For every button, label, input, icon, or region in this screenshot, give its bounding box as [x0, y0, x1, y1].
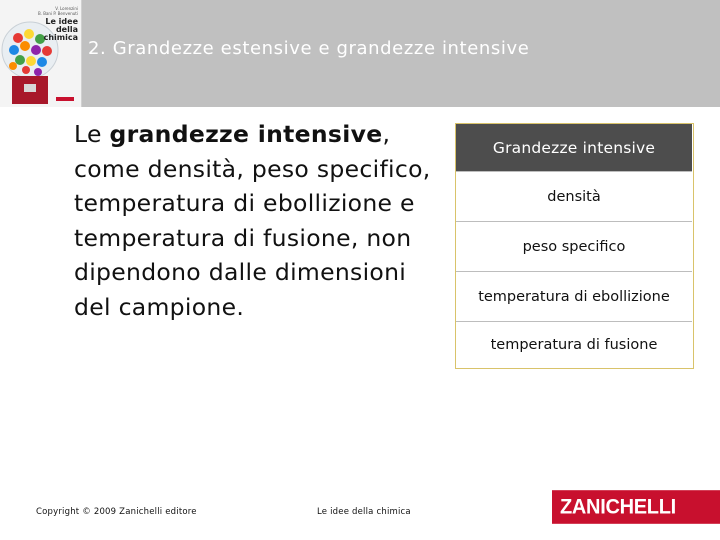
cover-author: V. Lorenzini B. Bani P. Benvenuti: [37, 6, 78, 16]
book-cover-thumbnail: [0, 0, 82, 107]
intensive-quantities-table: [455, 123, 694, 369]
cover-title: Le idee della chimica: [43, 17, 78, 42]
table-row: densità: [456, 172, 692, 222]
table-header: Grandezze intensive: [456, 124, 692, 172]
body-lead: Le: [74, 120, 110, 148]
publisher-logo: ZANICHELLI: [552, 490, 720, 524]
table-row: temperatura di fusione: [490, 336, 658, 353]
slide-title: 2. Grandezze estensive e grandezze intensive: [88, 38, 530, 59]
body-paragraph: [74, 117, 434, 324]
body-emphasis: grandezze intensive: [109, 120, 383, 148]
table-row: peso specifico: [456, 222, 692, 272]
footer-copyright: Copyright © 2009 Zanichelli editore: [36, 507, 197, 517]
footer-book-name: Le idee della chimica: [317, 507, 411, 517]
body-rest: , come densità, peso specifico, temperatura di ebollizione e temperatura di fusione, non dipendono dalle dimensioni del campione.: [74, 120, 431, 321]
table-row: temperatura di ebollizione: [456, 272, 692, 322]
cover-publisher-mark: [56, 97, 74, 101]
